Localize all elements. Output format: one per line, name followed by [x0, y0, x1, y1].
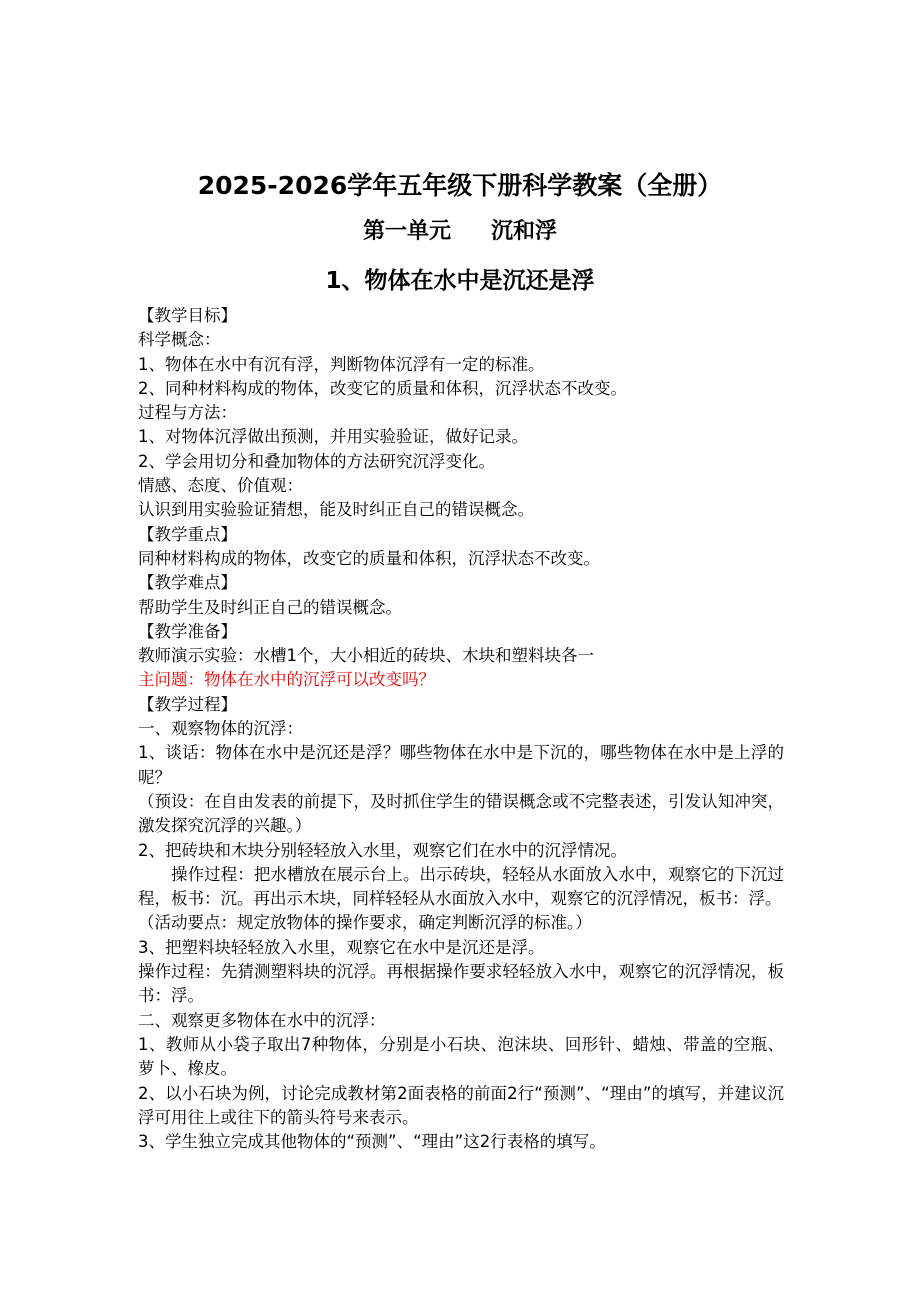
subheading-process-methods: 过程与方法：	[138, 403, 237, 423]
paragraph: 1、谈话：物体在水中是沉还是浮？哪些物体在水中是下沉的，哪些物体在水中是上浮的呢？	[138, 743, 784, 787]
section-heading-preparation: 【教学准备】	[138, 621, 237, 641]
paragraph: 1、教师从小袋子取出7种物体，分别是小石块、泡沫块、回形针、蜡烛、带盖的空瓶、萝卜、橡皮。	[138, 1034, 784, 1079]
paragraph: 2、学会用切分和叠加物体的方法研究沉浮变化。	[138, 451, 495, 471]
unit-topic: 沉和浮	[491, 219, 558, 244]
paragraph: 操作过程：先猜测塑料块的沉浮。再根据操作要求轻轻放入水中，观察它的沉浮情况，板书：浮。	[138, 962, 784, 1006]
paragraph: 帮助学生及时纠正自己的错误概念。	[138, 597, 402, 617]
section-heading-difficulties: 【教学难点】	[138, 573, 237, 593]
paragraph: 操作过程：把水槽放在展示台上。出示砖块，轻轻从水面放入水中，观察它的下沉过程，板书：沉。再出示木块，同样轻轻从水面放入水中，观察它的沉浮情况，板书：浮。	[138, 864, 784, 909]
subheading-science-concepts: 科学概念：	[138, 330, 221, 350]
main-question: 主问题：物体在水中的沉浮可以改变吗？	[138, 670, 435, 690]
paragraph: （活动要点：规定放物体的操作要求，确定判断沉浮的标准。）	[138, 913, 592, 933]
unit-name: 第一单元	[362, 219, 451, 244]
subheading-part-one: 一、观察物体的沉浮：	[138, 719, 303, 739]
paragraph: 1、物体在水中有沉有浮，判断物体沉浮有一定的标准。	[138, 354, 545, 374]
subheading-part-two: 二、观察更多物体在水中的沉浮：	[138, 1010, 386, 1030]
paragraph: 同种材料构成的物体，改变它的质量和体积，沉浮状态不改变。	[138, 548, 600, 568]
paragraph: 3、把塑料块轻轻放入水里，观察它在水中是沉还是浮。	[138, 937, 545, 957]
section-heading-process: 【教学过程】	[138, 694, 237, 714]
section-heading-key-points: 【教学重点】	[138, 524, 237, 544]
unit-heading	[0, 216, 920, 248]
subheading-attitudes-values: 情感、态度、价值观：	[138, 476, 303, 496]
paragraph: 1、对物体沉浮做出预测，并用实验验证，做好记录。	[138, 427, 528, 447]
paragraph: 2、以小石块为例，讨论完成教材第2面表格的前面2行“预测”、“理由”的填写，并建议沉浮可用往上或往下的箭头符号来表示。	[138, 1083, 784, 1127]
paragraph: 认识到用实验验证猜想，能及时纠正自己的错误概念。	[138, 500, 534, 520]
document-title: 2025-2026学年五年级下册科学教案（全册）	[197, 171, 723, 200]
paragraph: 教师演示实验：水槽1个，大小相近的砖块、木块和塑料块各一	[138, 646, 594, 666]
paragraph: （预设：在自由发表的前提下，及时抓住学生的错误概念或不完整表述，引发认知冲突，激发探究沉浮的兴趣。）	[138, 791, 784, 836]
lesson-body	[138, 304, 784, 1154]
paragraph: 2、把砖块和木块分别轻轻放入水里，观察它们在水中的沉浮情况。	[138, 840, 627, 860]
paragraph: 3、学生独立完成其他物体的“预测”、“理由”这2行表格的填写。	[138, 1132, 606, 1152]
section-heading-objectives: 【教学目标】	[138, 306, 237, 325]
lesson-title: 1、物体在水中是沉还是浮	[325, 268, 595, 294]
paragraph: 2、同种材料构成的物体，改变它的质量和体积，沉浮状态不改变。	[138, 378, 627, 398]
